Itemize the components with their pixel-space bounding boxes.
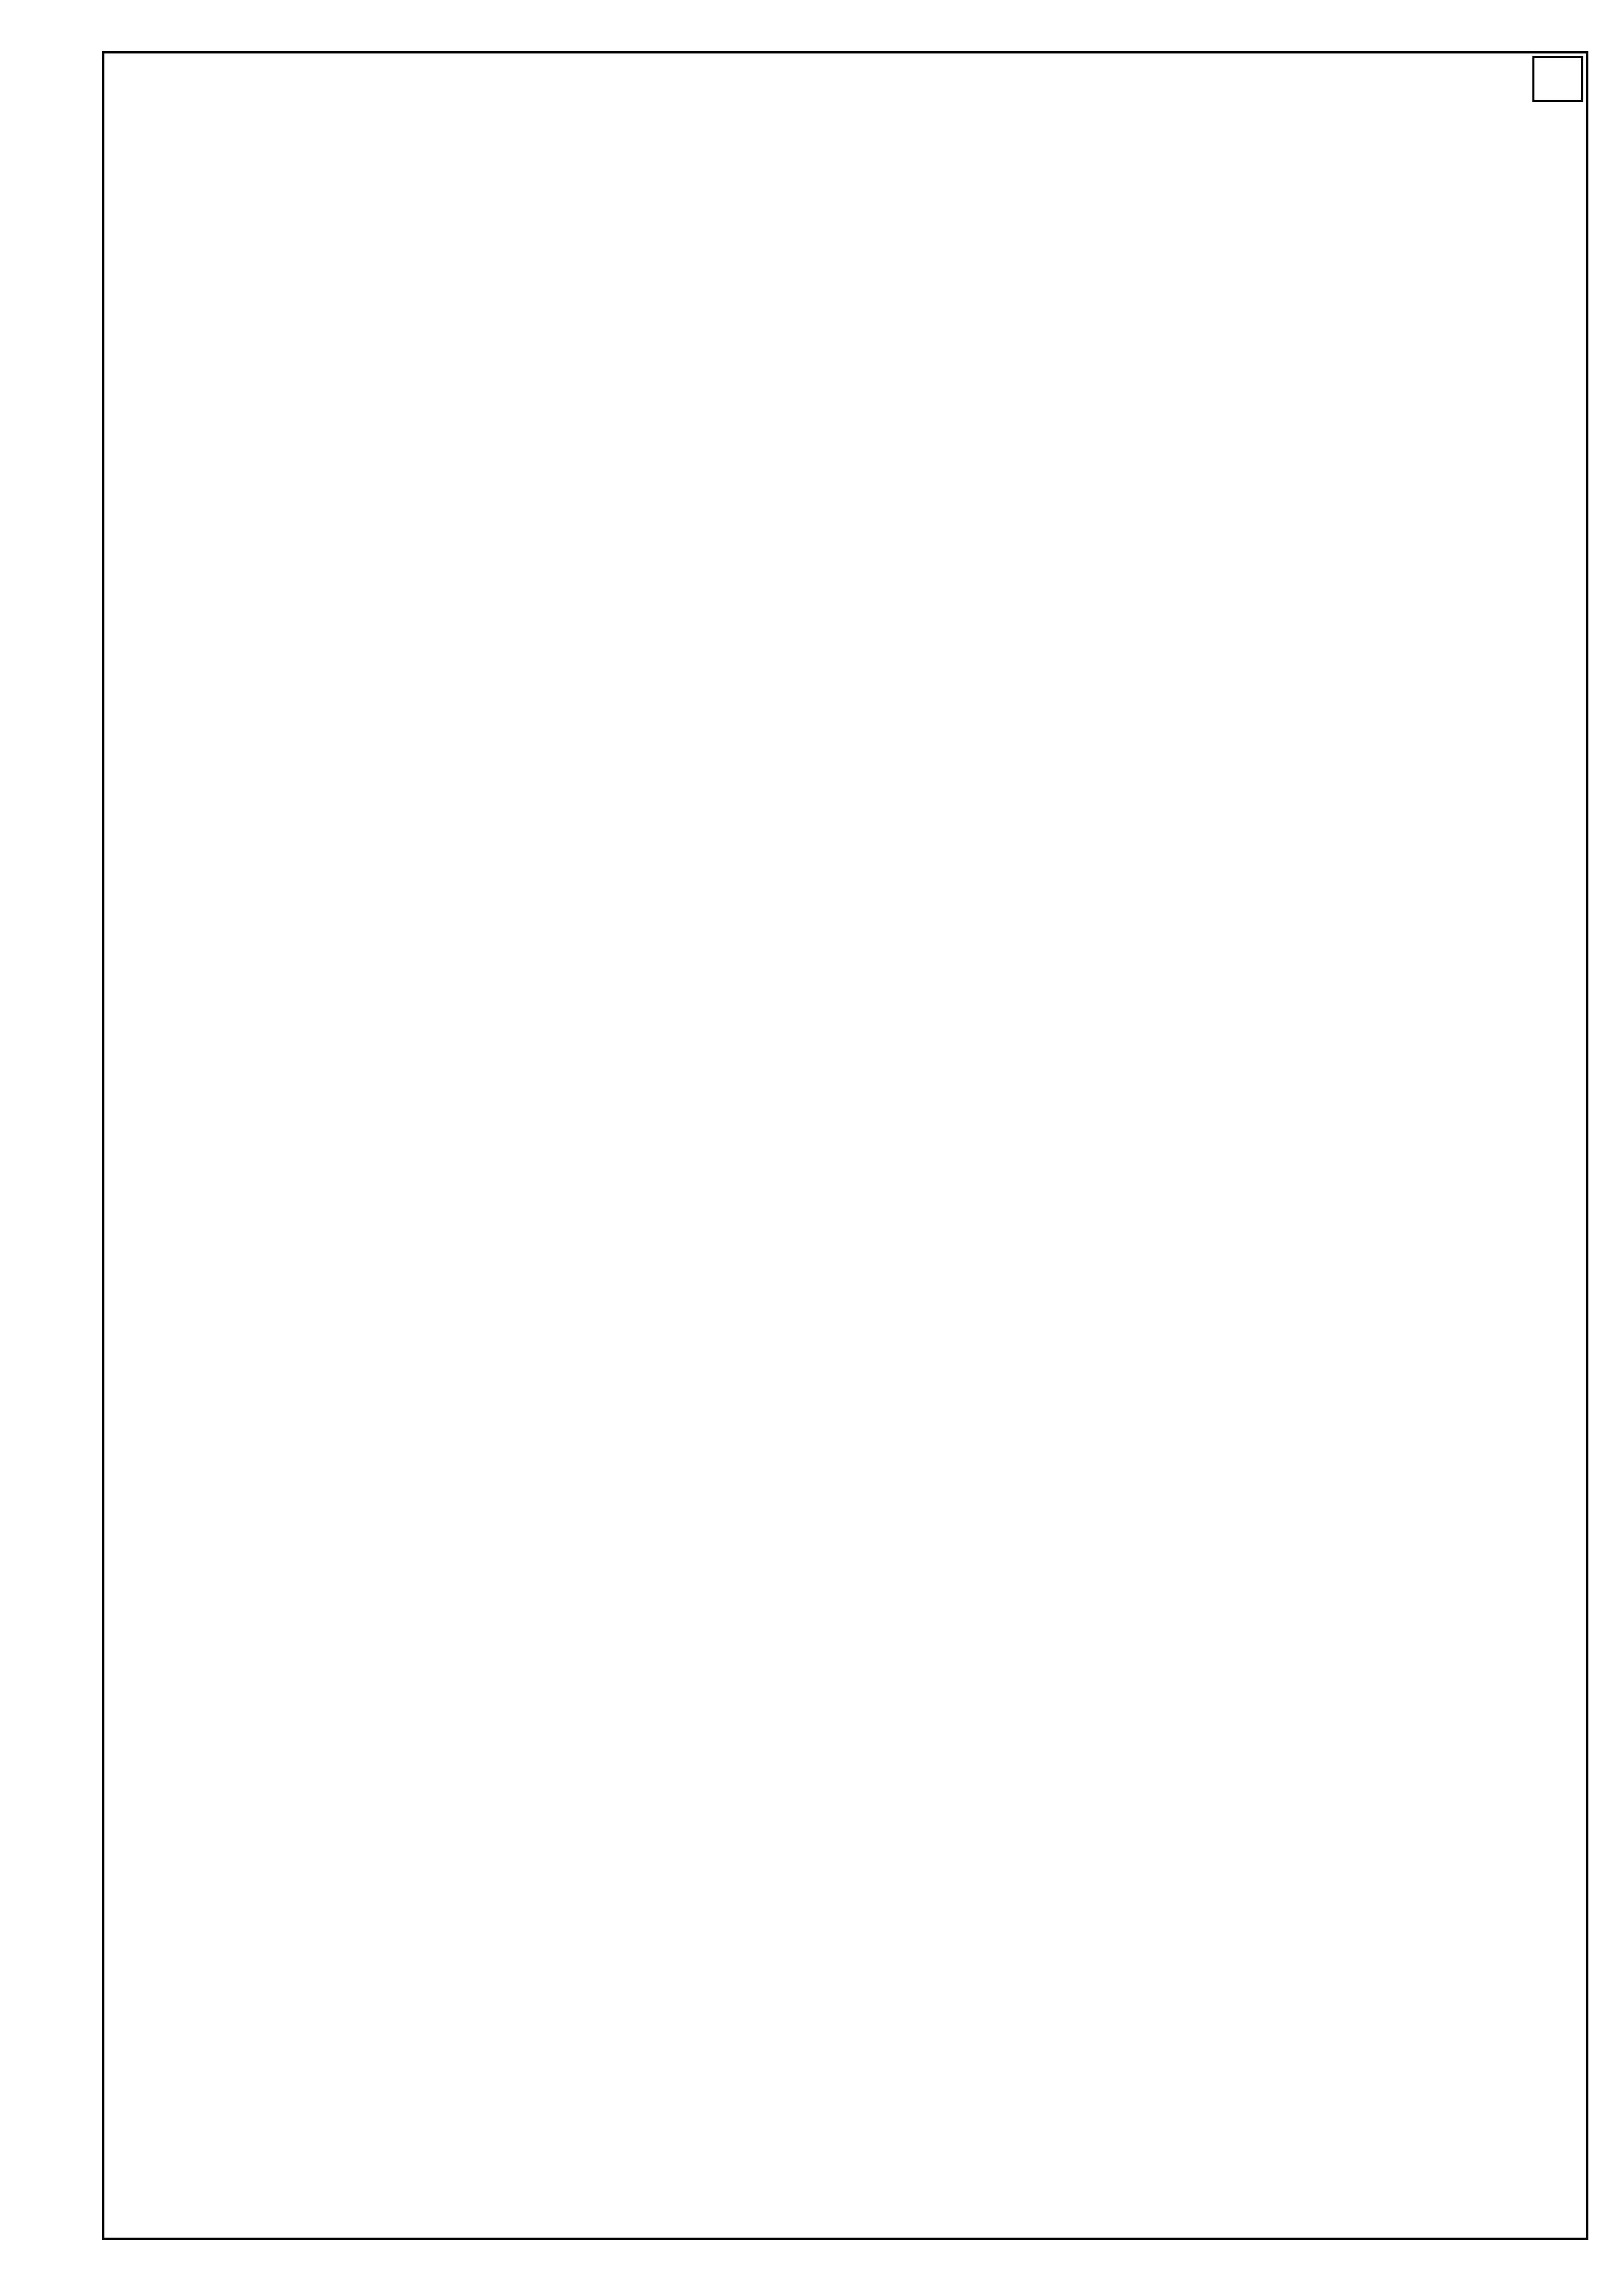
drawing-frame [102, 51, 1588, 2240]
sheet-number-box [1532, 56, 1583, 102]
